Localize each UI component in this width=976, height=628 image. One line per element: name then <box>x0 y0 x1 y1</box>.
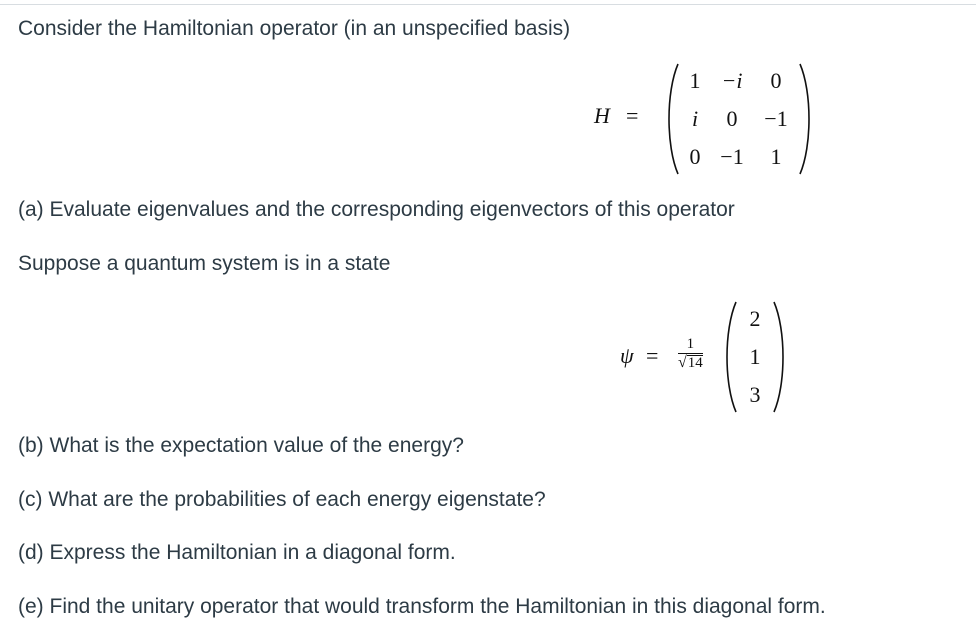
equals-sign: = <box>646 343 659 368</box>
part-a-text: (a) Evaluate eigenvalues and the corresponding eigenvectors of this operator <box>18 198 735 221</box>
vector-cell: 2 <box>749 306 761 331</box>
matrix-cell: −1 <box>720 144 744 169</box>
matrix-cell: 1 <box>689 68 701 93</box>
vector-cell: 3 <box>749 382 761 407</box>
matrix-cell: 0 <box>689 144 701 169</box>
right-paren <box>798 62 814 176</box>
fraction-denominator <box>678 355 703 371</box>
left-paren <box>722 300 738 414</box>
hamiltonian-matrix <box>664 62 814 176</box>
matrix-cell: 1 <box>770 144 782 169</box>
suppose-text: Suppose a quantum system is in a state <box>18 252 391 275</box>
part-d-text: (d) Express the Hamiltonian in a diagonal form. <box>18 541 456 564</box>
matrix-cell: i <box>691 106 699 131</box>
sqrt-argument: 14 <box>687 355 703 371</box>
right-paren <box>772 300 788 414</box>
normalization-fraction <box>678 336 703 371</box>
state-vector <box>722 300 788 414</box>
matrix-cell: 0 <box>726 106 738 131</box>
top-divider <box>0 4 976 5</box>
part-c-text: (c) What are the probabilities of each energy eigenstate? <box>18 488 546 511</box>
matrix-cell: −1 <box>764 106 788 131</box>
intro-text: Consider the Hamiltonian operator (in an unspecified basis) <box>18 17 571 40</box>
sqrt-symbol: √ <box>678 354 687 371</box>
matrix-cells <box>682 62 796 176</box>
matrix-cell: 0 <box>770 68 782 93</box>
equals-sign: = <box>626 103 639 128</box>
part-b-text: (b) What is the expectation value of the energy? <box>18 434 464 457</box>
left-paren <box>664 62 680 176</box>
vector-cell: 1 <box>749 344 761 369</box>
vector-cells <box>740 300 770 414</box>
psi-symbol: ψ <box>620 343 634 368</box>
fraction-numerator: 1 <box>686 336 695 352</box>
part-e-text: (e) Find the unitary operator that would transform the Hamiltonian in this diagonal form. <box>18 595 826 618</box>
matrix-cell: −i <box>721 68 743 93</box>
hamiltonian-symbol: H <box>594 103 610 128</box>
